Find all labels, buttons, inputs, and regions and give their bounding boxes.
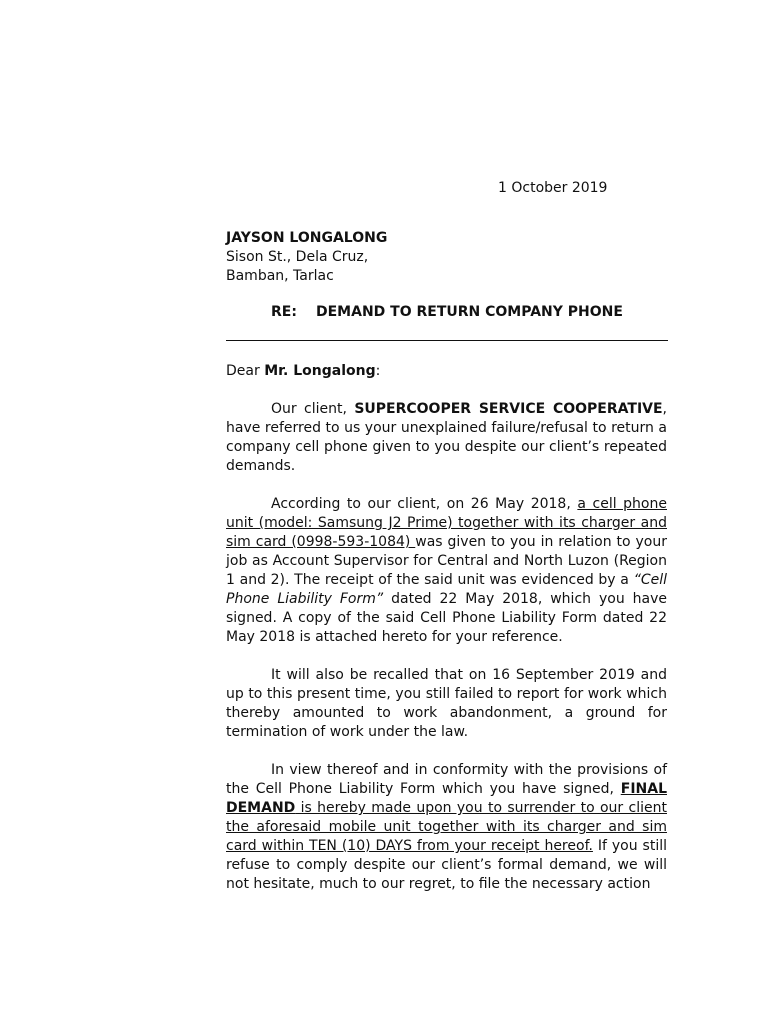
p1-text-c: , have referred to us your unexplained failure/refusal to return a company cell phone given to you despite our client’s repeated demands.: [226, 401, 667, 474]
letter-body: [226, 362, 667, 913]
salutation: [226, 362, 667, 381]
subject-line: [271, 304, 623, 320]
addressee-block: [226, 229, 387, 286]
paragraph-4: [226, 761, 667, 894]
letter-date: 1 October 2019: [498, 180, 608, 196]
p1-text-a: Our client,: [271, 401, 355, 417]
salutation-name: Mr. Longalong: [264, 363, 376, 379]
p4-text-a: In view thereof and in conformity with the provisions of the Cell Phone Liability Form which you have signed,: [226, 762, 667, 797]
client-name: SUPERCOOPER SERVICE COOPERATIVE: [354, 401, 663, 417]
subject-text: DEMAND TO RETURN COMPANY PHONE: [316, 304, 623, 320]
divider-rule: [226, 340, 668, 341]
p4-text-d: If you still refuse to comply despite our client’s formal demand, we will not hesitate, much to our regret, to file the necessary action: [226, 838, 668, 892]
demand-terms: is hereby made upon you to surrender to our client the aforesaid mobile unit together with its charger and sim card within TEN (10) DAYS from your receipt hereof.: [226, 800, 667, 854]
p2-text-e: dated 22 May 2018, which you have signed. A copy of the said Cell Phone Liability Form dated 22 May 2018 is attached hereto for your reference.: [226, 591, 667, 645]
subject-label: RE:: [271, 304, 297, 320]
liability-form-title: “Cell Phone Liability Form”: [226, 572, 667, 607]
paragraph-3: It will also be recalled that on 16 September 2019 and up to this present time, you still failed to report for work which thereby amounted to work abandonment, a ground for termination of work under the law.: [226, 667, 667, 740]
paragraph-1: [226, 400, 667, 476]
addressee-street: Sison St., Dela Cruz,: [226, 249, 369, 265]
p2-text-c: was given to you in relation to your job as Account Supervisor for Central and North Luzon (Region 1 and 2). The receipt of the said unit was evidenced by a: [226, 534, 667, 588]
salutation-prefix: Dear: [226, 363, 265, 379]
phone-unit-description: a cell phone unit (model: Samsung J2 Prime) together with its charger and sim card (0998-593-1084): [226, 496, 667, 550]
final-demand: FINAL DEMAND: [226, 781, 667, 816]
p2-text-a: According to our client, on 26 May 2018,: [271, 496, 578, 512]
salutation-suffix: :: [375, 363, 381, 379]
paragraph-2: [226, 495, 667, 647]
addressee-name: JAYSON LONGALONG: [226, 230, 388, 246]
addressee-city: Bamban, Tarlac: [226, 268, 334, 284]
